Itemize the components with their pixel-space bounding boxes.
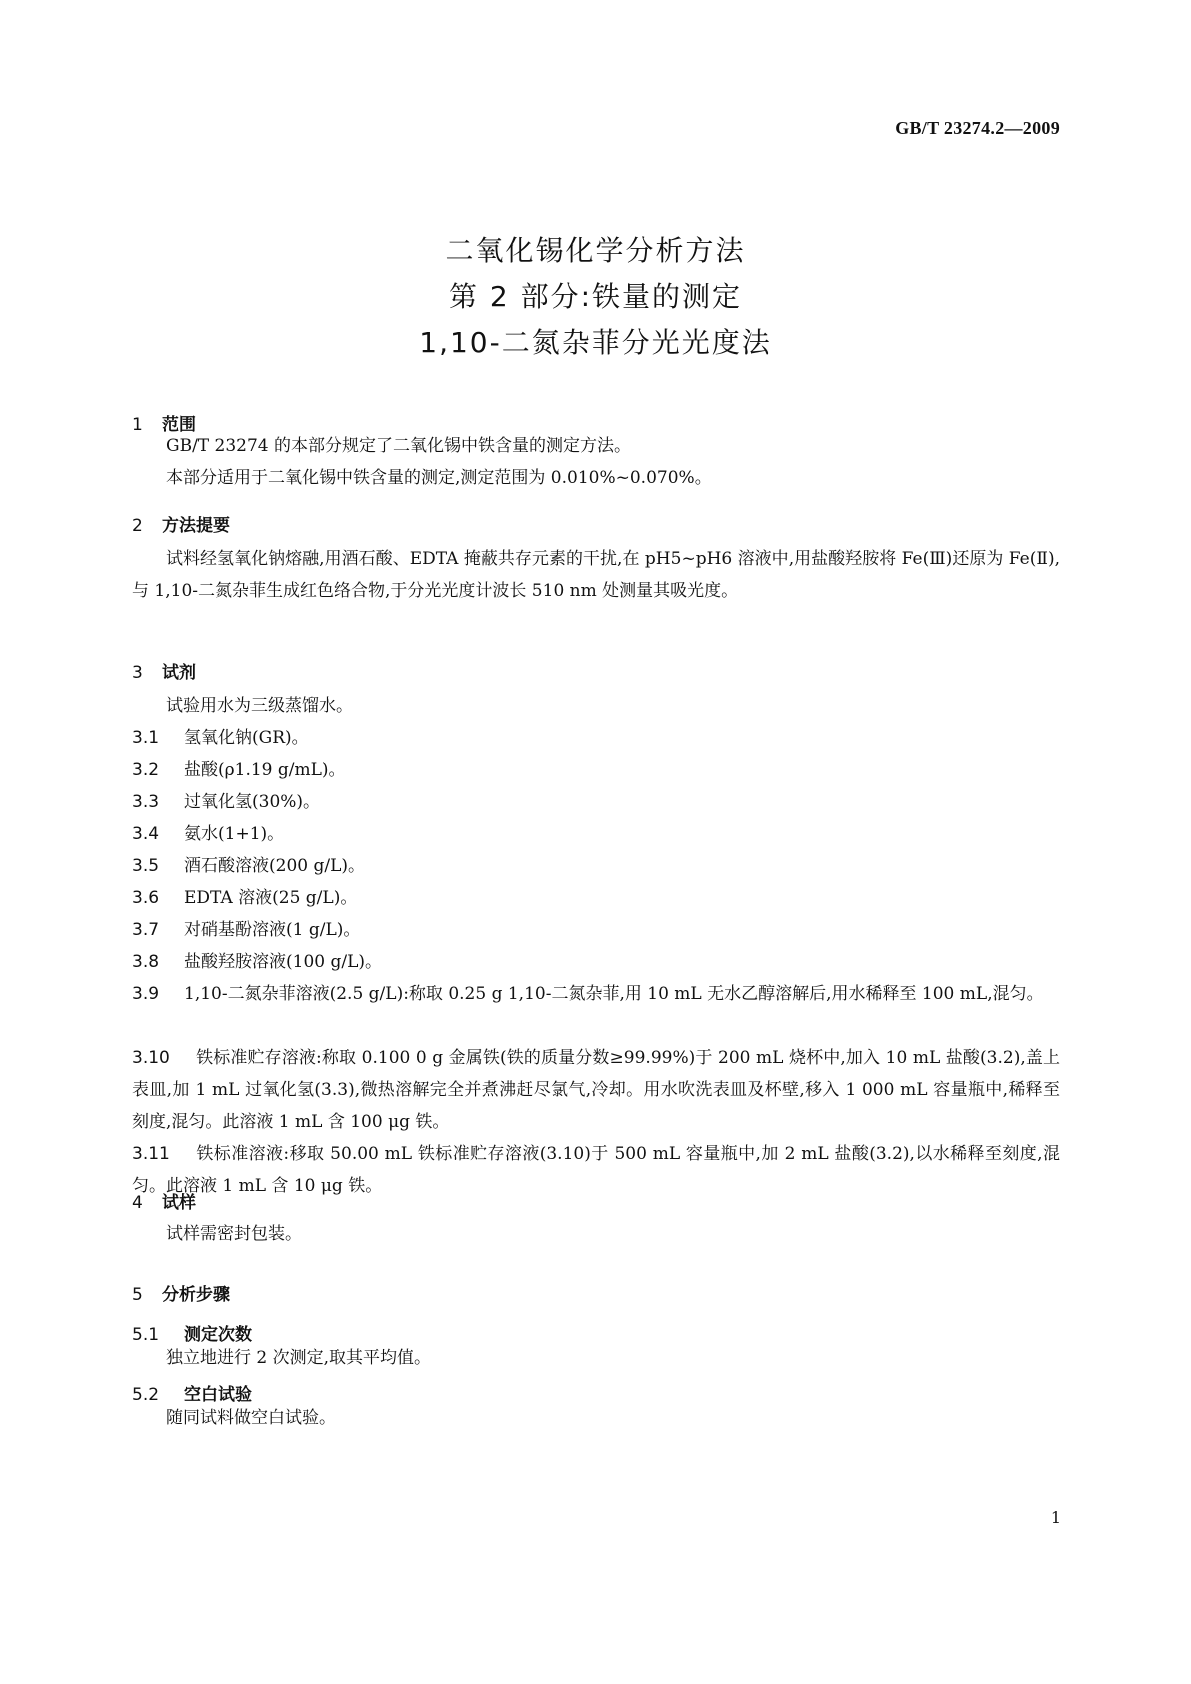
subsection-number: 5.1	[132, 1325, 160, 1345]
section-title: 试剂	[162, 663, 196, 683]
blank-test-paragraph: 随同试料做空白试验。	[166, 1408, 336, 1428]
reagent-item	[132, 754, 1060, 786]
item-number: 3.5	[132, 856, 160, 876]
reagent-item	[132, 786, 1060, 818]
section-number: 5	[132, 1285, 143, 1305]
section-heading-principle	[132, 511, 230, 536]
item-number: 3.7	[132, 920, 160, 940]
standard-number: GB/T 23274.2—2009	[895, 118, 1060, 138]
reagent-item	[132, 914, 1060, 946]
scope-paragraph-1: GB/T 23274 的本部分规定了二氧化锡中铁含量的测定方法。	[166, 436, 632, 456]
section-heading-procedure	[132, 1280, 230, 1305]
subsection-title: 空白试验	[184, 1385, 252, 1405]
item-text: 铁标准溶液:移取 50.00 mL 铁标准贮存溶液(3.10)于 500 mL 容量瓶中,加 2 mL 盐酸(3.2),以水稀释至刻度,混匀。此溶液 1 mL 含 10 μg 铁。	[132, 1144, 1060, 1196]
determinations-paragraph: 独立地进行 2 次测定,取其平均值。	[166, 1348, 432, 1368]
item-number: 3.9	[132, 984, 160, 1004]
section-heading-reagents	[132, 658, 196, 683]
item-text: 氢氧化钠(GR)。	[184, 728, 309, 748]
item-number: 3.11	[132, 1144, 170, 1164]
item-number: 3.8	[132, 952, 160, 972]
item-text: 过氧化氢(30%)。	[184, 792, 321, 812]
subsection-title: 测定次数	[184, 1325, 252, 1345]
reagent-item	[132, 882, 1060, 914]
reagent-item	[132, 722, 1060, 754]
item-text: 盐酸羟胺溶液(100 g/L)。	[184, 952, 383, 972]
section-title: 范围	[162, 415, 196, 435]
item-number: 3.1	[132, 728, 160, 748]
principle-paragraph: 试料经氢氧化钠熔融,用酒石酸、EDTA 掩蔽共存元素的干扰,在 pH5~pH6 溶液中,用盐酸羟胺将 Fe(Ⅲ)还原为 Fe(Ⅱ),与 1,10-二氮杂菲生成红色络合物,于分光光度计波长 510 nm 处测量其吸光度。	[132, 549, 1060, 601]
title-line-2: 第 2 部分:铁量的测定	[448, 280, 743, 313]
reagent-item	[132, 978, 1060, 1010]
reagents-intro: 试验用水为三级蒸馏水。	[166, 696, 353, 716]
section-title: 方法提要	[162, 516, 230, 536]
section-title: 试样	[162, 1193, 196, 1213]
item-number: 3.6	[132, 888, 160, 908]
item-number: 3.2	[132, 760, 160, 780]
item-text: 铁标准贮存溶液:称取 0.100 0 g 金属铁(铁的质量分数≥99.99%)于 200 mL 烧杯中,加入 10 mL 盐酸(3.2),盖上表皿,加 1 mL 过氧化氢(3.3),微热溶解完全并煮沸赶尽氯气,冷却。用水吹洗表皿及杯壁,移入 1 000 mL 容量瓶中,稀释至刻度,混匀。此溶液 1 mL 含 100 μg 铁。	[132, 1048, 1060, 1132]
subsection-number: 5.2	[132, 1385, 160, 1405]
section-number: 2	[132, 516, 143, 536]
item-number: 3.10	[132, 1048, 170, 1068]
item-text: 对硝基酚溶液(1 g/L)。	[184, 920, 361, 940]
section-heading-sample	[132, 1188, 196, 1213]
reagent-item	[132, 1042, 1060, 1138]
section-title: 分析步骤	[162, 1285, 230, 1305]
title-line-3: 1,10-二氮杂菲分光光度法	[419, 326, 772, 359]
reagent-item	[132, 850, 1060, 882]
section-number: 4	[132, 1193, 143, 1213]
item-text: 盐酸(ρ1.19 g/mL)。	[184, 760, 346, 780]
item-number: 3.4	[132, 824, 160, 844]
section-number: 3	[132, 663, 143, 683]
reagent-item	[132, 818, 1060, 850]
item-text: 酒石酸溶液(200 g/L)。	[184, 856, 366, 876]
document-title	[0, 228, 1191, 366]
item-text: 1,10-二氮杂菲溶液(2.5 g/L):称取 0.25 g 1,10-二氮杂菲,用 10 mL 无水乙醇溶解后,用水稀释至 100 mL,混匀。	[184, 984, 1044, 1004]
page-number: 1	[1050, 1508, 1061, 1527]
scope-paragraph-2: 本部分适用于二氧化锡中铁含量的测定,测定范围为 0.010%~0.070%。	[166, 468, 712, 488]
title-line-1: 二氧化锡化学分析方法	[445, 234, 746, 267]
reagent-item	[132, 1138, 1060, 1202]
section-number: 1	[132, 415, 143, 435]
item-text: 氨水(1+1)。	[184, 824, 285, 844]
item-number: 3.3	[132, 792, 160, 812]
reagent-item	[132, 946, 1060, 978]
item-text: EDTA 溶液(25 g/L)。	[184, 888, 358, 908]
sample-paragraph: 试样需密封包装。	[166, 1224, 302, 1244]
